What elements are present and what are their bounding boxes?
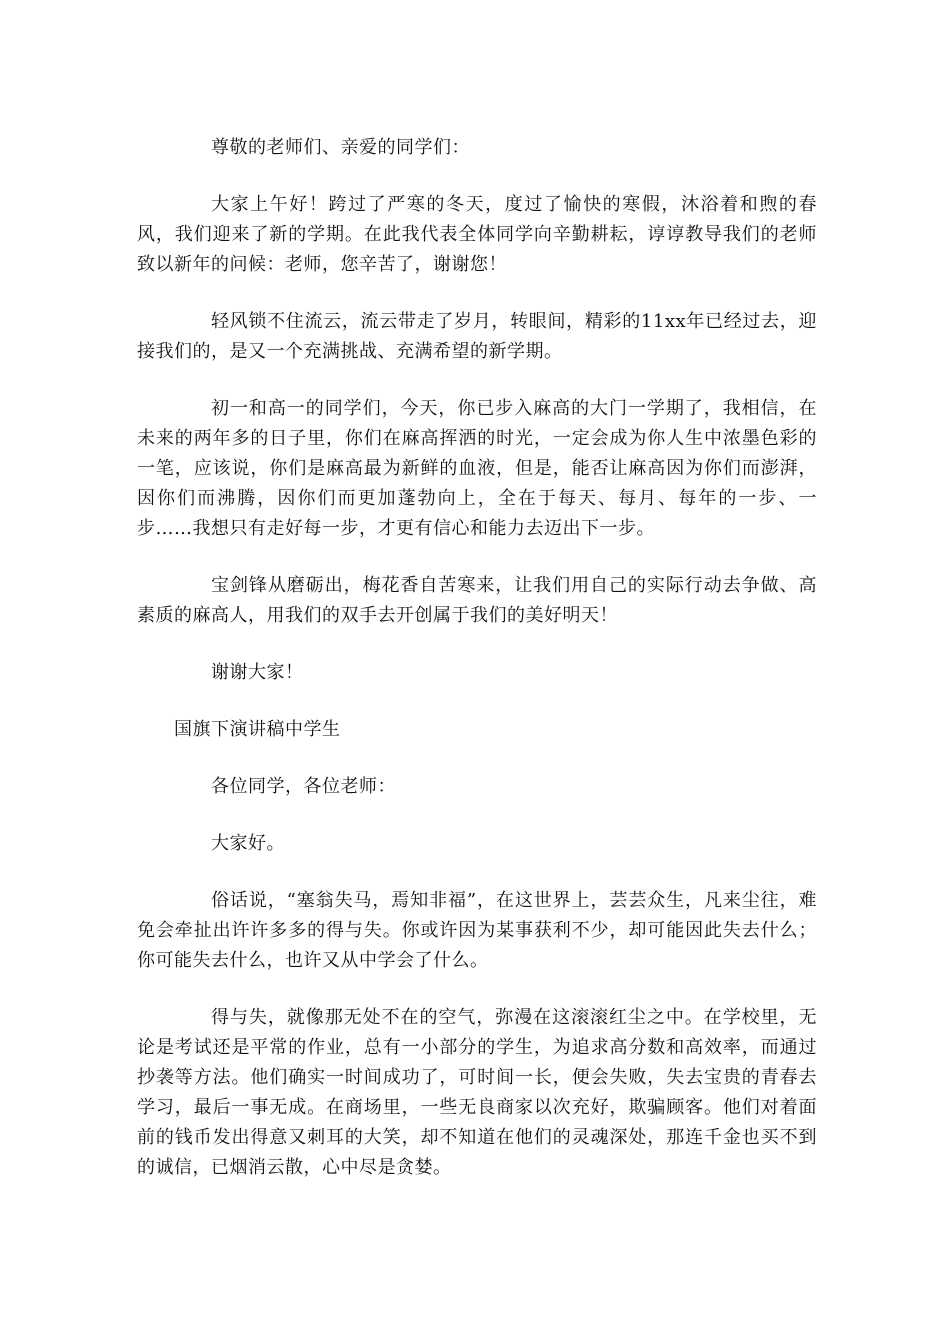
salutation: 尊敬的老师们、亲爱的同学们：	[211, 137, 470, 158]
closing-thanks: 谢谢大家！	[211, 662, 304, 683]
section-title: 国旗下演讲稿中学生	[174, 719, 341, 740]
paragraph: 得与失，就像那无处不在的空气，弥漫在这滚滚红尘之中。在学校里，无论是考试还是平常的作业，总有一小部分的学生，为追求高分数和高效率，而通过抄袭等方法。他们确实一时间成功了，可时间一长，便会失败，失去宝贵的青春去学习，最后一事无成。在商场里，一些无良商家以次充好，欺骗顾客。他们对着面前的钱币发出得意又刺耳的大笑，却不知道在他们的灵魂深处，那连千金也买不到的诚信，已烟消云散，心中尽是贪婪。	[137, 1007, 817, 1178]
greeting-line: 大家好。	[211, 833, 285, 854]
paragraph: 大家上午好！跨过了严寒的冬天，度过了愉快的寒假，沐浴着和煦的春风，我们迎来了新的学期。在此我代表全体同学向辛勤耕耘，谆谆教导我们的老师致以新年的问候：老师，您辛苦了，谢谢您！	[137, 194, 817, 275]
paragraph: 俗话说，“塞翁失马，焉知非福”，在这世界上，芸芸众生，凡来尘往，难免会牵扯出许许多多的得与失。你或许因为某事获利不少，却可能因此失去什么；你可能失去什么，也许又从中学会了什么。	[137, 890, 817, 971]
document-body	[137, 133, 817, 1183]
salutation: 各位同学，各位老师：	[211, 776, 396, 797]
paragraph: 初一和高一的同学们，今天，你已步入麻高的大门一学期了，我相信，在未来的两年多的日子里，你们在麻高挥洒的时光，一定会成为你人生中浓墨色彩的一笔，应该说，你们是麻高最为新鲜的血液，但是，能否让麻高因为你们而澎湃，因你们而沸腾，因你们而更加蓬勃向上，全在于每天、每月、每年的一步、一步……我想只有走好每一步，才更有信心和能力去迈出下一步。	[137, 398, 817, 539]
paragraph: 宝剑锋从磨砺出，梅花香自苦寒来，让我们用自己的实际行动去争做、高素质的麻高人，用我们的双手去开创属于我们的美好明天！	[137, 575, 817, 626]
paragraph: 轻风锁不住流云，流云带走了岁月，转眼间，精彩的11xx年已经过去，迎接我们的，是又一个充满挑战、充满希望的新学期。	[137, 311, 817, 362]
